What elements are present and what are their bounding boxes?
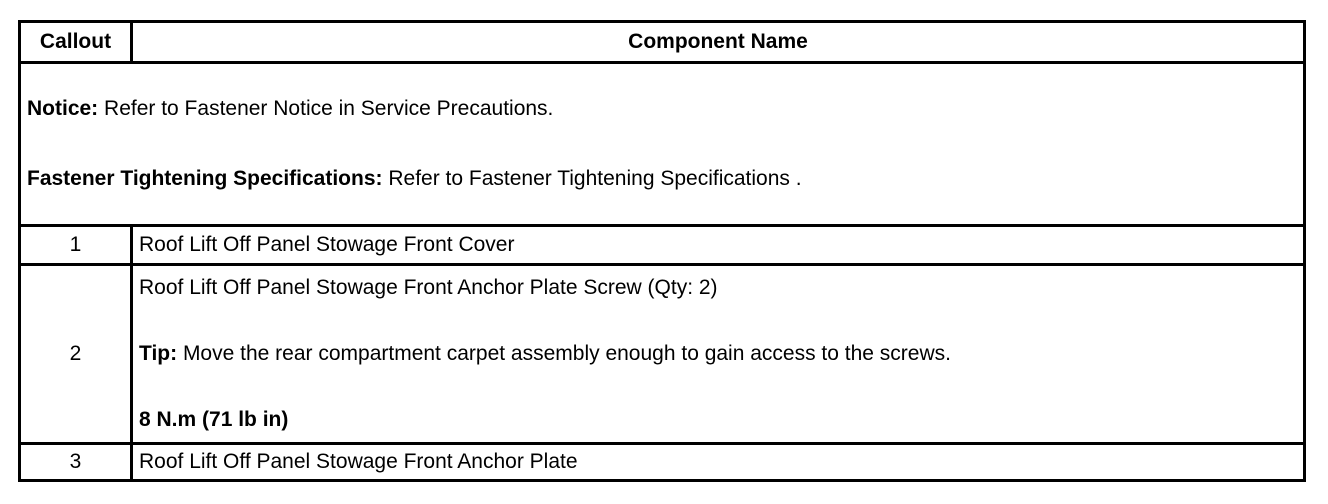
spec-label: Fastener Tightening Specifications: (27, 167, 383, 190)
spec-line (27, 167, 1297, 191)
notice-text: Refer to Fastener Notice in Service Precautions. (98, 96, 554, 120)
component-name: Roof Lift Off Panel Stowage Front Anchor Plate Screw (Qty: 2) (139, 275, 718, 299)
torque-value: 8 N.m (71 lb in) (139, 408, 289, 432)
callout-cell: 1 (20, 226, 132, 265)
component-name-cell (132, 265, 1305, 444)
table-row (20, 265, 1305, 444)
component-name-cell: Roof Lift Off Panel Stowage Front Anchor Plate (132, 444, 1305, 481)
callout-header: Callout (20, 22, 132, 63)
notice-line (27, 97, 1297, 121)
component-name-cell: Roof Lift Off Panel Stowage Front Cover (132, 226, 1305, 265)
tip-text: Move the rear compartment carpet assembly enough to gain access to the screws. (177, 341, 951, 365)
component-table (18, 20, 1306, 482)
spec-text: Refer to Fastener Tightening Specifications . (382, 167, 802, 190)
tip-label: Tip: (139, 341, 178, 365)
component-name-header: Component Name (132, 22, 1305, 63)
header-row (20, 22, 1305, 63)
notice-label: Notice: (27, 96, 99, 120)
table-row (20, 444, 1305, 481)
callout-cell: 2 (20, 265, 132, 444)
table-row (20, 226, 1305, 265)
notice-row (20, 63, 1305, 226)
notice-cell (20, 63, 1305, 226)
tip-line (139, 342, 1297, 366)
callout-cell: 3 (20, 444, 132, 481)
torque-line (139, 408, 1297, 432)
